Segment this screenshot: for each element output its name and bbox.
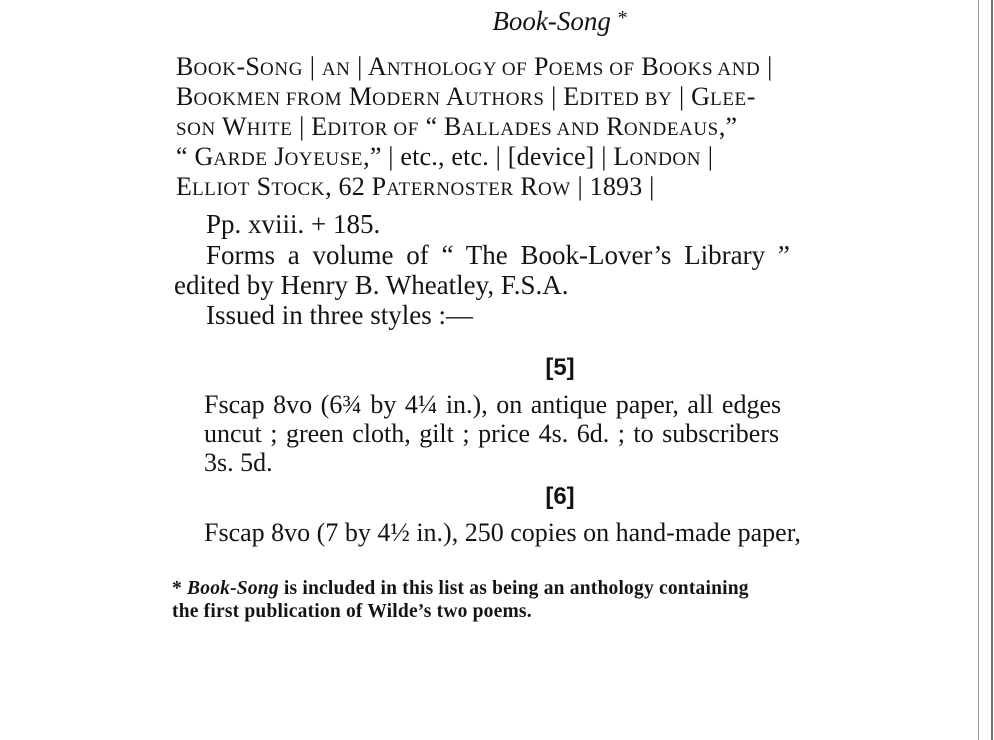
footnote-text: is included in this list as being an anthology containing (278, 578, 749, 599)
title-page-line-4: “ GARDE JOYEUSE,” | etc., etc. | [device] | LONDON | (176, 142, 714, 171)
footnote-title: Book-Song (187, 578, 279, 599)
page-count: Pp. xviii. + 185. (206, 209, 381, 239)
title-page-line-1: BOOK-SONG | AN | ANTHOLOGY OF POEMS OF BOOKS AND | (176, 52, 773, 81)
entry-6-line-1: Fscap 8vo (7 by 4½ in.), 250 copies on hand-made paper, (204, 518, 801, 547)
series-editor-line: edited by Henry B. Wheatley, F.S.A. (174, 270, 569, 300)
entry-5-line-3: 3s. 5d. (204, 448, 273, 477)
footnote-mark: * (172, 578, 182, 599)
footnote-line-2: the first publication of Wilde’s two poems. (172, 601, 532, 622)
entry-5-line-2: uncut ; green cloth, gilt ; price 4s. 6d. ; to subscribers (204, 419, 780, 448)
title-footnote-mark: * (617, 7, 628, 29)
entry-number-5: [5] (545, 354, 575, 381)
issued-styles-line: Issued in three styles :— (206, 300, 473, 330)
footnote-line-1 (172, 578, 749, 600)
entry-5-line-1: Fscap 8vo (6¾ by 4¼ in.), on antique paper, all edges (204, 390, 782, 419)
title-page-line-2: BOOKMEN FROM MODERN AUTHORS | EDITED BY | GLEE- (176, 82, 756, 111)
title-text: Book-Song (492, 6, 611, 36)
title-page-line-3: SON WHITE | EDITOR OF “ BALLADES AND RONDEAUS,” (176, 112, 738, 141)
series-line: Forms a volume of “ The Book-Lover’s Library ” (206, 240, 790, 270)
page-title (0, 2, 994, 37)
entry-number-6: [6] (545, 483, 575, 510)
title-page-line-5: ELLIOT STOCK, 62 PATERNOSTER ROW | 1893 | (176, 172, 655, 201)
